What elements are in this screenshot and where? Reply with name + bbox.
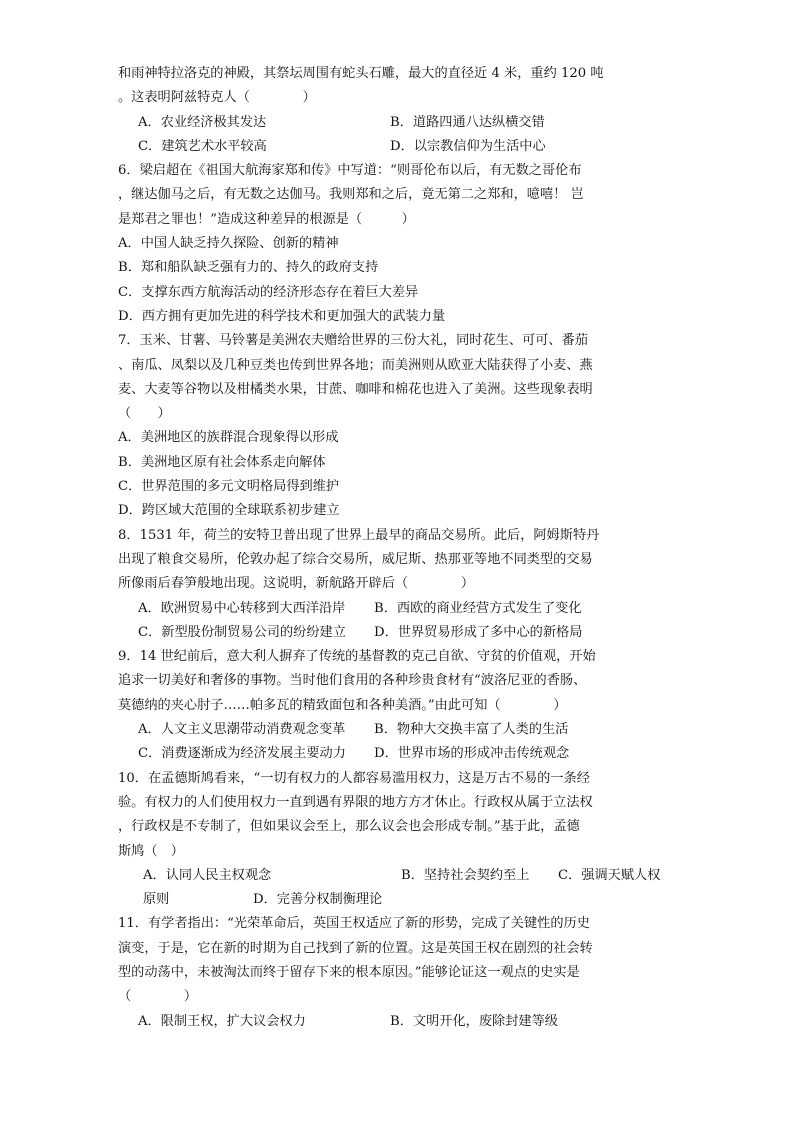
q10-options-row bbox=[118, 888, 678, 912]
q6-stem-line: 是郑君之罪也！”造成这种差异的根源是（ ） bbox=[118, 211, 415, 227]
exam-page bbox=[118, 62, 678, 1034]
q5-option-d[interactable]: D．以宗教信仰为生活中心 bbox=[390, 138, 546, 154]
q9-stem-line: 9．14 世纪前后，意大利人摒弃了传统的基督教的克己自欲、守贫的价值观，开始 bbox=[118, 649, 596, 665]
q7-option-d[interactable]: D．跨区域大范围的全球联系初步建立 bbox=[118, 503, 340, 519]
q9-option-c[interactable]: C．消费逐渐成为经济发展主要动力 bbox=[138, 746, 346, 762]
q7-option-b[interactable]: B．美洲地区原有社会体系走向解体 bbox=[118, 454, 326, 470]
q11-option-a[interactable]: A．限制王权，扩大议会权力 bbox=[138, 1013, 306, 1029]
q8-options-row bbox=[118, 621, 678, 645]
q8-option-b[interactable]: B．西欧的商业经营方式发生了变化 bbox=[374, 600, 582, 616]
q10-stem-line: 斯鸠（ ） bbox=[118, 843, 184, 859]
q7-option-c[interactable]: C．世界范围的多元文明格局得到维护 bbox=[118, 479, 340, 495]
q10-stem-line: 验。有权力的人们使用权力一直到遇有界限的地方方才休止。行政权从属于立法权 bbox=[118, 794, 593, 810]
q7-stem-line: （ ） bbox=[118, 406, 171, 422]
q10-option-d[interactable]: D．完善分权制衡理论 bbox=[253, 892, 383, 908]
q11-stem-line: 演变，于是，它在新的时期为自己找到了新的位置。这是英国王权在剧烈的社会转 bbox=[118, 940, 593, 956]
q7-stem-line: 7．玉米、甘薯、马铃薯是美洲农夫赠给世界的三份大礼，同时花生、可可、番茄 bbox=[118, 333, 588, 349]
q9-option-b[interactable]: B．物种大交换丰富了人类的生活 bbox=[374, 722, 569, 738]
q9-option-d[interactable]: D．世界市场的形成冲击传统观念 bbox=[374, 746, 570, 762]
q8-option-a[interactable]: A．欧洲贸易中心转移到大西洋沿岸 bbox=[138, 600, 346, 616]
q8-stem-line: 出现了粮食交易所，伦敦办起了综合交易所，威尼斯、热那亚等地不同类型的交易 bbox=[118, 551, 593, 567]
q7-option-a[interactable]: A．美洲地区的族群混合现象得以形成 bbox=[118, 430, 339, 446]
q11-stem-line: 型的动荡中，未被淘汰而终于留存下来的根本原因。”能够论证这一观点的史实是 bbox=[118, 964, 580, 980]
q5-options-row bbox=[118, 111, 678, 135]
q7-stem-line: 、南瓜、凤梨以及几种豆类也传到世界各地；而美洲则从欧亚大陆获得了小麦、燕 bbox=[118, 357, 593, 373]
q8-stem-line: 所像雨后春笋般地出现。这说明，新航路开辟后（ ） bbox=[118, 576, 475, 592]
q10-option-b[interactable]: B．坚持社会契约至上 bbox=[401, 867, 530, 883]
q10-option-c-cont: 原则 bbox=[143, 892, 170, 908]
q8-options-row bbox=[118, 597, 678, 621]
q10-stem-line: ，行政权是不专制了，但如果议会至上，那么议会也会形成专制。”基于此，孟德 bbox=[118, 819, 580, 835]
q10-option-a[interactable]: A．认同人民主权观念 bbox=[143, 867, 272, 883]
q10-stem-line: 10．在孟德斯鸠看来，“一切有权力的人都容易滥用权力，这是万古不易的一条经 bbox=[118, 770, 590, 786]
q9-stem-line: 莫德纳的夹心肘子……帕多瓦的精致面包和各种美酒。”由此可知（ ） bbox=[118, 697, 567, 713]
q11-stem-line: 11．有学者指出：“光荣革命后，英国王权适应了新的形势，完成了关键性的历史 bbox=[118, 916, 590, 932]
q6-stem-line: ，继达伽马之后，有无数之达伽马。我则郑和之后，竟无第二之郑和，噫嘻！ 岂 bbox=[118, 187, 584, 203]
q6-option-a[interactable]: A．中国人缺乏持久探险、创新的精神 bbox=[118, 236, 339, 252]
q8-option-d[interactable]: D．世界贸易形成了多中心的新格局 bbox=[374, 624, 583, 640]
q9-options-row bbox=[118, 718, 678, 742]
q11-stem-line: （ ） bbox=[118, 989, 198, 1005]
q6-stem-line: 6．梁启超在《祖国大航海家郑和传》中写道：“则哥伦布以后，有无数之哥伦布 bbox=[118, 163, 582, 179]
q6-option-d[interactable]: D．西方拥有更加先进的科学技术和更加强大的武装力量 bbox=[118, 308, 446, 324]
q8-stem-line: 8．1531 年，荷兰的安特卫普出现了世界上最早的商品交易所。此后，阿姆斯特丹 bbox=[118, 527, 600, 543]
q5-stem-line: 。这表明阿兹特克人（ ） bbox=[118, 90, 316, 106]
q5-options-row bbox=[118, 135, 678, 159]
q5-stem-line: 和雨神特拉洛克的神殿，其祭坛周围有蛇头石雕，最大的直径近 4 米，重约 120 吨 bbox=[118, 66, 604, 81]
q7-stem-line: 麦、大麦等谷物以及柑橘类水果，甘蔗、咖啡和棉花也进入了美洲。这些现象表明 bbox=[118, 381, 593, 397]
q5-option-b[interactable]: B．道路四通八达纵横交错 bbox=[390, 114, 545, 130]
q8-option-c[interactable]: C．新型股份制贸易公司的纷纷建立 bbox=[138, 624, 346, 640]
q11-options-row bbox=[118, 1010, 678, 1034]
q11-option-b[interactable]: B．文明开化，废除封建等级 bbox=[390, 1013, 558, 1029]
q5-option-a[interactable]: A．农业经济极其发达 bbox=[138, 114, 267, 130]
q6-option-c[interactable]: C．支撑东西方航海活动的经济形态存在着巨大差异 bbox=[118, 284, 419, 300]
q9-stem-line: 追求一切美好和奢侈的事物。当时他们食用的各种珍贵食材有“波洛尼亚的香肠、 bbox=[118, 673, 587, 689]
q9-options-row bbox=[118, 742, 678, 766]
q10-options-row bbox=[118, 864, 678, 888]
q9-option-a[interactable]: A．人文主义思潮带动消费观念变革 bbox=[138, 722, 346, 738]
q6-option-b[interactable]: B．郑和船队缺乏强有力的、持久的政府支持 bbox=[118, 260, 379, 276]
q10-option-c[interactable]: C．强调天赋人权 bbox=[558, 867, 661, 883]
q5-option-c[interactable]: C．建筑艺术水平较高 bbox=[138, 138, 267, 154]
